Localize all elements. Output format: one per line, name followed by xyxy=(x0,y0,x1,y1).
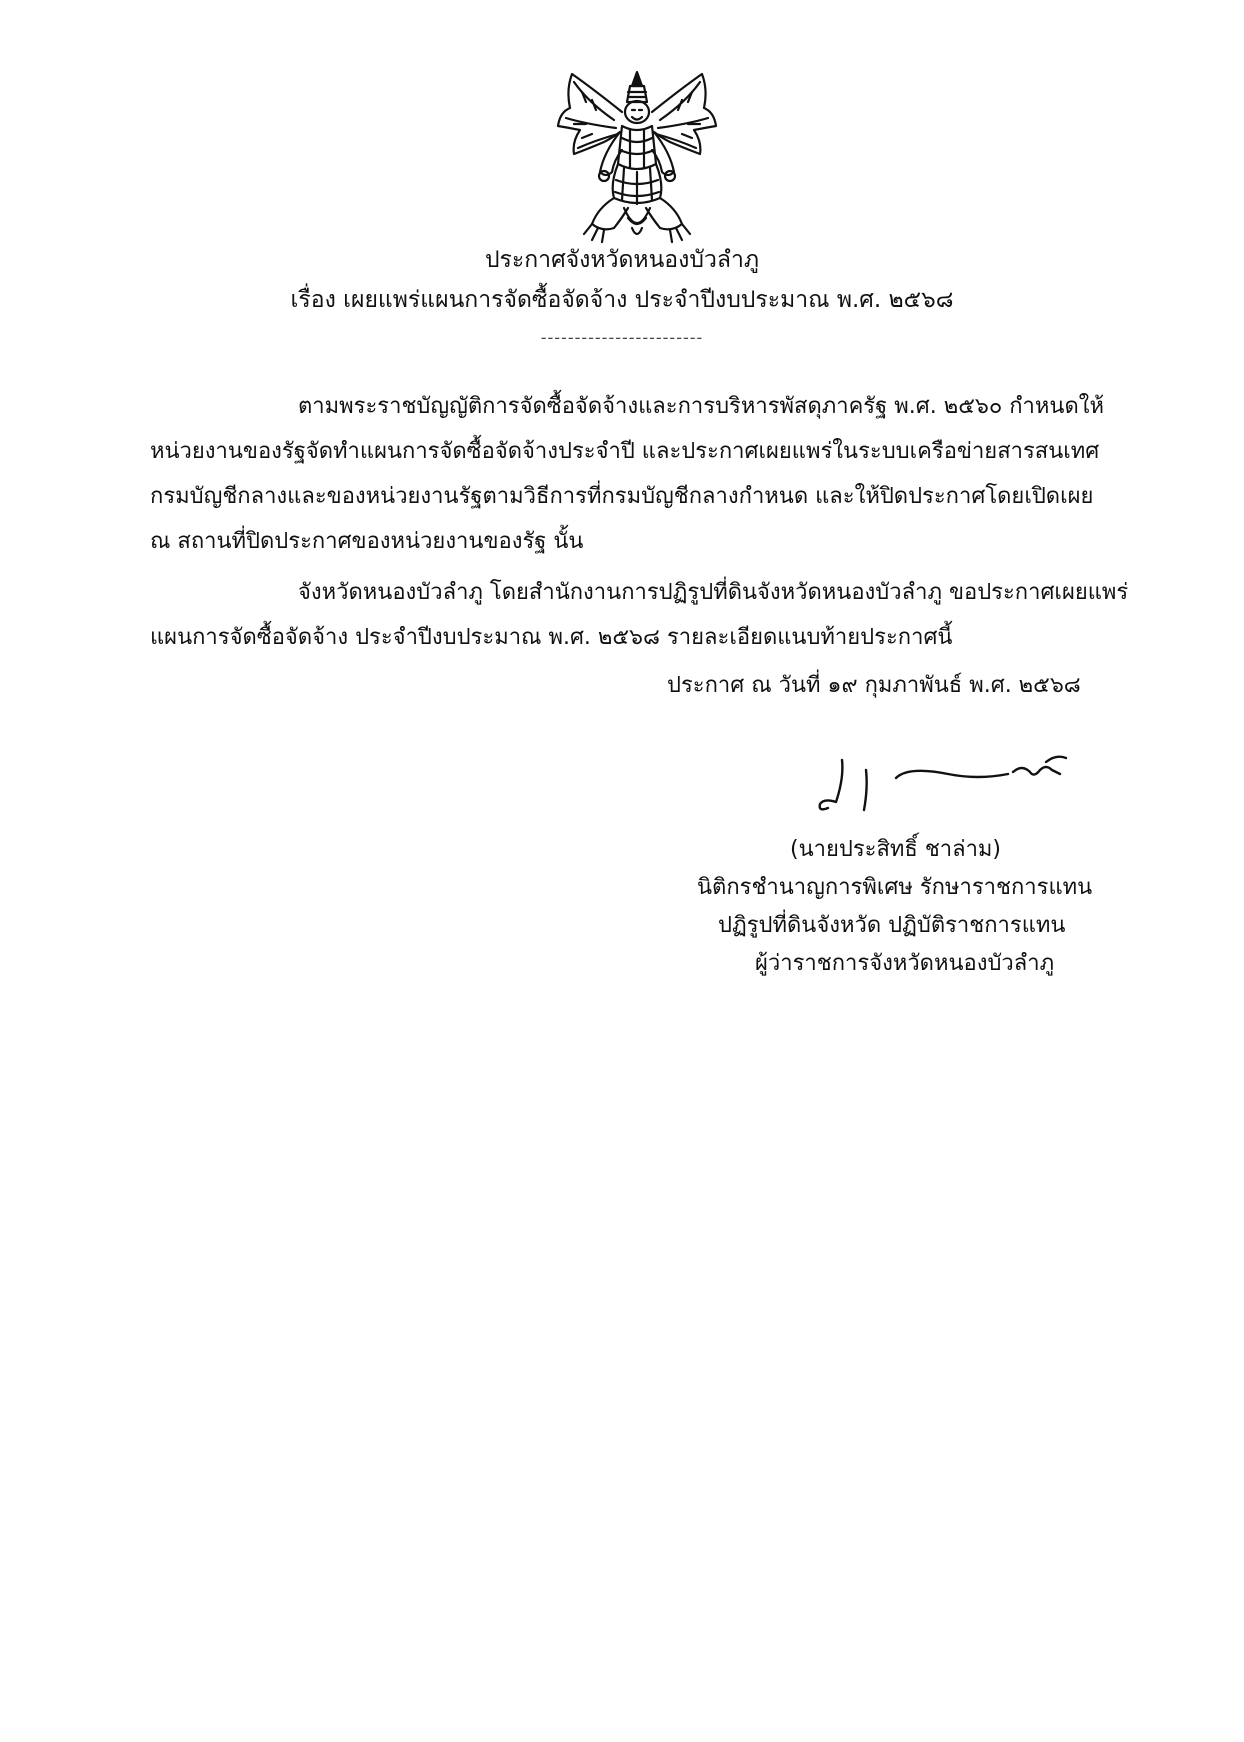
paragraph-line: กรมบัญชีกลางและของหน่วยงานรัฐตามวิธีการที่กรมบัญชีกลางกำหนด และให้ปิดประกาศโดยเปิดเผย xyxy=(150,484,1094,509)
body-paragraph-1 xyxy=(150,384,1130,564)
signatory-position: ปฏิรูปที่ดินจังหวัด ปฏิบัติราชการแทน xyxy=(718,913,1066,938)
paragraph-line: ณ สถานที่ปิดประกาศของหน่วยงานของรัฐ นั้น xyxy=(150,529,584,554)
announcement-title: ประกาศจังหวัดหนองบัวลำภู xyxy=(484,247,760,273)
paragraph-line: แผนการจัดซื้อจัดจ้าง ประจำปีงบประมาณ พ.ศ. ๒๕๖๘ รายละเอียดแนบท้ายประกาศนี้ xyxy=(150,625,953,650)
garuda-emblem-icon xyxy=(552,68,722,250)
paragraph-line: ตามพระราชบัญญัติการจัดซื้อจัดจ้างและการบริหารพัสดุภาครัฐ พ.ศ. ๒๕๖๐ กำหนดให้ xyxy=(298,394,1104,419)
handwritten-signature xyxy=(808,748,1078,820)
title-separator: ------------------------ xyxy=(540,328,704,347)
paragraph-line: จังหวัดหนองบัวลำภู โดยสำนักงานการปฏิรูปที่ดินจังหวัดหนองบัวลำภู ขอประกาศเผยแพร่ xyxy=(298,580,1129,605)
announcement-subject: เรื่อง เผยแพร่แผนการจัดซื้อจัดจ้าง ประจำปีงบประมาณ พ.ศ. ๒๕๖๘ xyxy=(290,287,954,313)
signatory-position: ผู้ว่าราชการจังหวัดหนองบัวลำภู xyxy=(755,951,1055,976)
announcement-date: ประกาศ ณ วันที่ ๑๙ กุมภาพันธ์ พ.ศ. ๒๕๖๘ xyxy=(667,673,1081,698)
body-paragraph-2 xyxy=(150,570,1130,660)
signatory-name: (นายประสิทธิ์ ชาล่าม) xyxy=(790,837,1002,862)
paragraph-line: หน่วยงานของรัฐจัดทำแผนการจัดซื้อจัดจ้างประจำปี และประกาศเผยแพร่ในระบบเครือข่ายสารสนเทศ xyxy=(150,439,1100,464)
signatory-position: นิติกรชำนาญการพิเศษ รักษาราชการแทน xyxy=(697,875,1093,900)
